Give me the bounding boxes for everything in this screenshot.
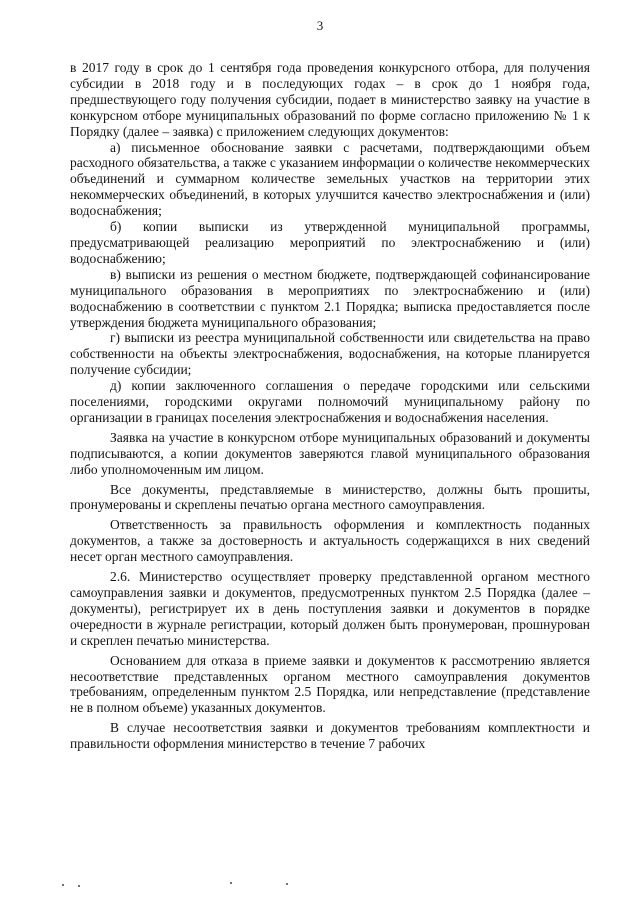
paragraph-responsibility: Ответственность за правильность оформления и комплектность поданных документов, а также за достоверность и актуальность содержащихся в них сведений несет орган местного самоуправления. (70, 517, 590, 565)
scan-specks (62, 878, 302, 888)
paragraph-item-g: г) выписки из реестра муниципальной собственности или свидетельства на право собственности на объекты электроснабжения, водоснабжения, на которые планируется получение субсидии; (70, 330, 590, 378)
scan-speck (286, 883, 288, 885)
paragraph-binding: Все документы, представляемые в министерство, должны быть прошиты, пронумерованы и скреплены печатью органа местного самоуправления. (70, 481, 590, 513)
page-number: 3 (316, 18, 324, 33)
paragraph-item-a: а) письменное обоснование заявки с расчетами, подтверждающими объем расходного обязательства, а также с указанием информации о количестве некоммерческих объединений и суммарном количестве земельных участков на территории этих некоммерческих объединений, в которых улучшится качество электроснабжения и (или) водоснабжения; (70, 139, 590, 219)
paragraph-item-b: б) копии выписки из утвержденной муниципальной программы, предусматривающей реализацию мероприятий по электроснабжению и (или) водоснабжению; (70, 219, 590, 266)
paragraph-item-v: в) выписки из решения о местном бюджете, подтверждающей софинансирование муниципального образования в мероприятиях по электроснабжению и (или) водоснабжению в соответствии с пунктом 2.1 Порядка; выписка предоставляется после утверждения бюджета муниципального образования; (70, 266, 590, 330)
scan-speck (62, 884, 64, 886)
paragraph-nonconformity: В случае несоответствия заявки и документов требованиям комплектности и правильности оформления министерство в течение 7 рабочих (70, 720, 590, 752)
paragraph-refusal-grounds: Основанием для отказа в приеме заявки и документов к рассмотрению является несоответствие представленных органом местного самоуправления документов требованиям, определенным пунктом 2.5 Порядка, или непредставление (представление не в полном объеме) указанных документов. (70, 652, 590, 716)
document-body (70, 60, 590, 752)
paragraph-signing: Заявка на участие в конкурсном отборе муниципальных образований и документы подписываются, а копии документов заверяются главой муниципального образования либо уполномоченным им лицом. (70, 429, 590, 477)
paragraph-item-d: д) копии заключенного соглашения о передаче городскими или сельскими поселениями, городскими округами полномочий муниципальному району по организации в границах поселения электроснабжения и водоснабжения населения. (70, 378, 590, 425)
scan-speck (78, 885, 80, 887)
paragraph-intro: в 2017 году в срок до 1 сентября года проведения конкурсного отбора, для получения субсидии в 2018 году и в последующих годах – в срок до 1 ноября года, предшествующего году получения субсидии, подает в министерство заявку на участие в конкурсном отборе муниципальных образований по форме согласно приложению № 1 к Порядку (далее – заявка) с приложением следующих документов: (70, 60, 590, 139)
scan-speck (230, 882, 232, 884)
paragraph-section-2-6: 2.6. Министерство осуществляет проверку представленной органом местного самоуправления заявки и документов, предусмотренных пунктом 2.5 Порядка (далее – документы), регистрирует их в день поступления заявки и документов в порядке очередности в журнале регистрации, который должен быть пронумерован, прошнурован и скреплен печатью министерства. (70, 569, 590, 648)
